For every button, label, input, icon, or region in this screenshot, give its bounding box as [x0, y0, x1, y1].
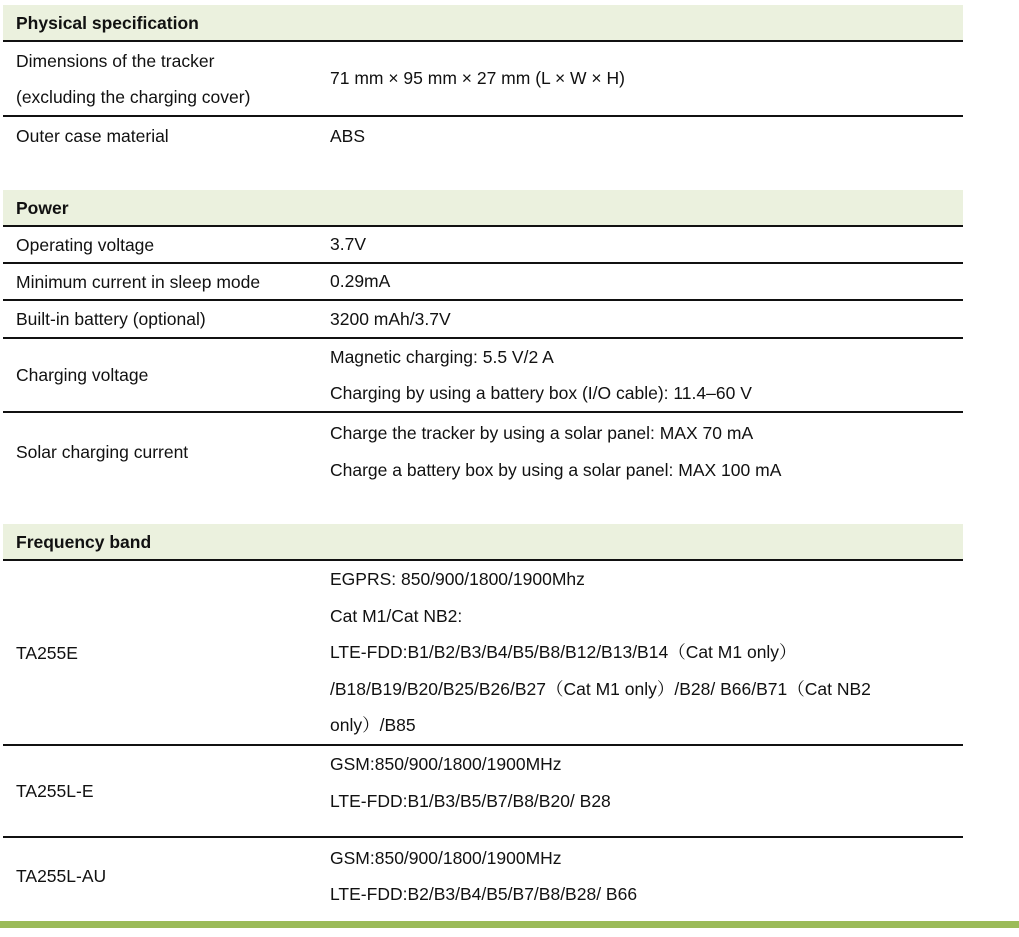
row-value	[330, 264, 963, 299]
table-row	[3, 301, 963, 339]
section-power	[3, 190, 963, 490]
value-line: 0.29mA	[330, 271, 391, 292]
value-line: GSM:850/900/1800/1900MHz	[330, 754, 562, 774]
value-line: LTE-FDD:B1/B3/B5/B7/B8/B20/ B28	[330, 790, 611, 811]
row-value	[330, 838, 963, 914]
label-line: Minimum current in sleep mode	[16, 271, 261, 292]
row-label	[16, 42, 326, 115]
value-line: LTE-FDD:B1/B2/B3/B4/B5/B8/B12/B13/B14（Cat M1 only）	[330, 642, 797, 663]
section-title: Physical specification	[3, 5, 963, 42]
row-value	[330, 339, 963, 411]
value-line: 71 mm × 95 mm × 27 mm (L × W × H)	[330, 68, 625, 89]
table-row	[3, 746, 963, 838]
row-value	[330, 42, 963, 115]
label-line: Outer case material	[16, 126, 169, 146]
value-line: EGPRS: 850/900/1800/1900Mhz	[330, 569, 585, 590]
row-label	[16, 413, 326, 490]
table-row	[3, 42, 963, 117]
row-label	[16, 301, 326, 337]
row-label	[16, 264, 326, 299]
value-line: Magnetic charging: 5.5 V/2 A	[330, 346, 554, 367]
table-row	[3, 561, 963, 746]
row-label	[16, 838, 326, 914]
label-line: Operating voltage	[16, 234, 155, 255]
label-line: TA255L-AU	[16, 866, 107, 886]
row-value	[330, 413, 963, 490]
value-line: Charge the tracker by using a solar panel: MAX 70 mA	[330, 423, 754, 443]
label-line: Charging voltage	[16, 365, 149, 385]
value-line: Charge a battery box by using a solar panel: MAX 100 mA	[330, 459, 782, 480]
table-row	[3, 838, 963, 914]
value-line: only）/B85	[330, 715, 416, 736]
value-line: Charging by using a battery box (I/O cable): 11.4–60 V	[330, 383, 752, 403]
row-label	[16, 117, 326, 155]
section-frequency-band	[3, 524, 963, 914]
table-row	[3, 413, 963, 490]
value-line: /B18/B19/B20/B25/B26/B27（Cat M1 only）/B28/ B66/B71（Cat NB2	[330, 678, 871, 699]
row-value	[330, 301, 963, 337]
row-label	[16, 561, 326, 744]
label-line: TA255E	[16, 642, 78, 663]
label-line: TA255L-E	[16, 781, 94, 801]
value-line: GSM:850/900/1800/1900MHz	[330, 847, 562, 868]
row-label	[16, 227, 326, 262]
table-row	[3, 117, 963, 155]
label-line: Dimensions of the tracker	[16, 50, 215, 71]
table-row	[3, 339, 963, 413]
row-value	[330, 746, 963, 836]
row-value	[330, 117, 963, 155]
row-value	[330, 227, 963, 262]
row-value	[330, 561, 963, 744]
footer-divider-bar	[0, 921, 1019, 928]
label-line: (excluding the charging cover)	[16, 86, 251, 107]
section-physical-specification	[3, 5, 963, 155]
section-title: Frequency band	[3, 524, 963, 561]
row-label	[16, 746, 326, 836]
value-line: LTE-FDD:B2/B3/B4/B5/B7/B8/B28/ B66	[330, 884, 638, 904]
label-line: Built-in battery (optional)	[16, 309, 206, 329]
value-line: 3.7V	[330, 234, 366, 255]
table-row	[3, 264, 963, 301]
value-line: 3200 mAh/3.7V	[330, 308, 451, 329]
section-title: Power	[3, 190, 963, 227]
value-line: Cat M1/Cat NB2:	[330, 605, 463, 626]
label-line: Solar charging current	[16, 441, 189, 462]
table-row	[3, 227, 963, 264]
row-label	[16, 339, 326, 411]
value-line: ABS	[330, 125, 366, 146]
